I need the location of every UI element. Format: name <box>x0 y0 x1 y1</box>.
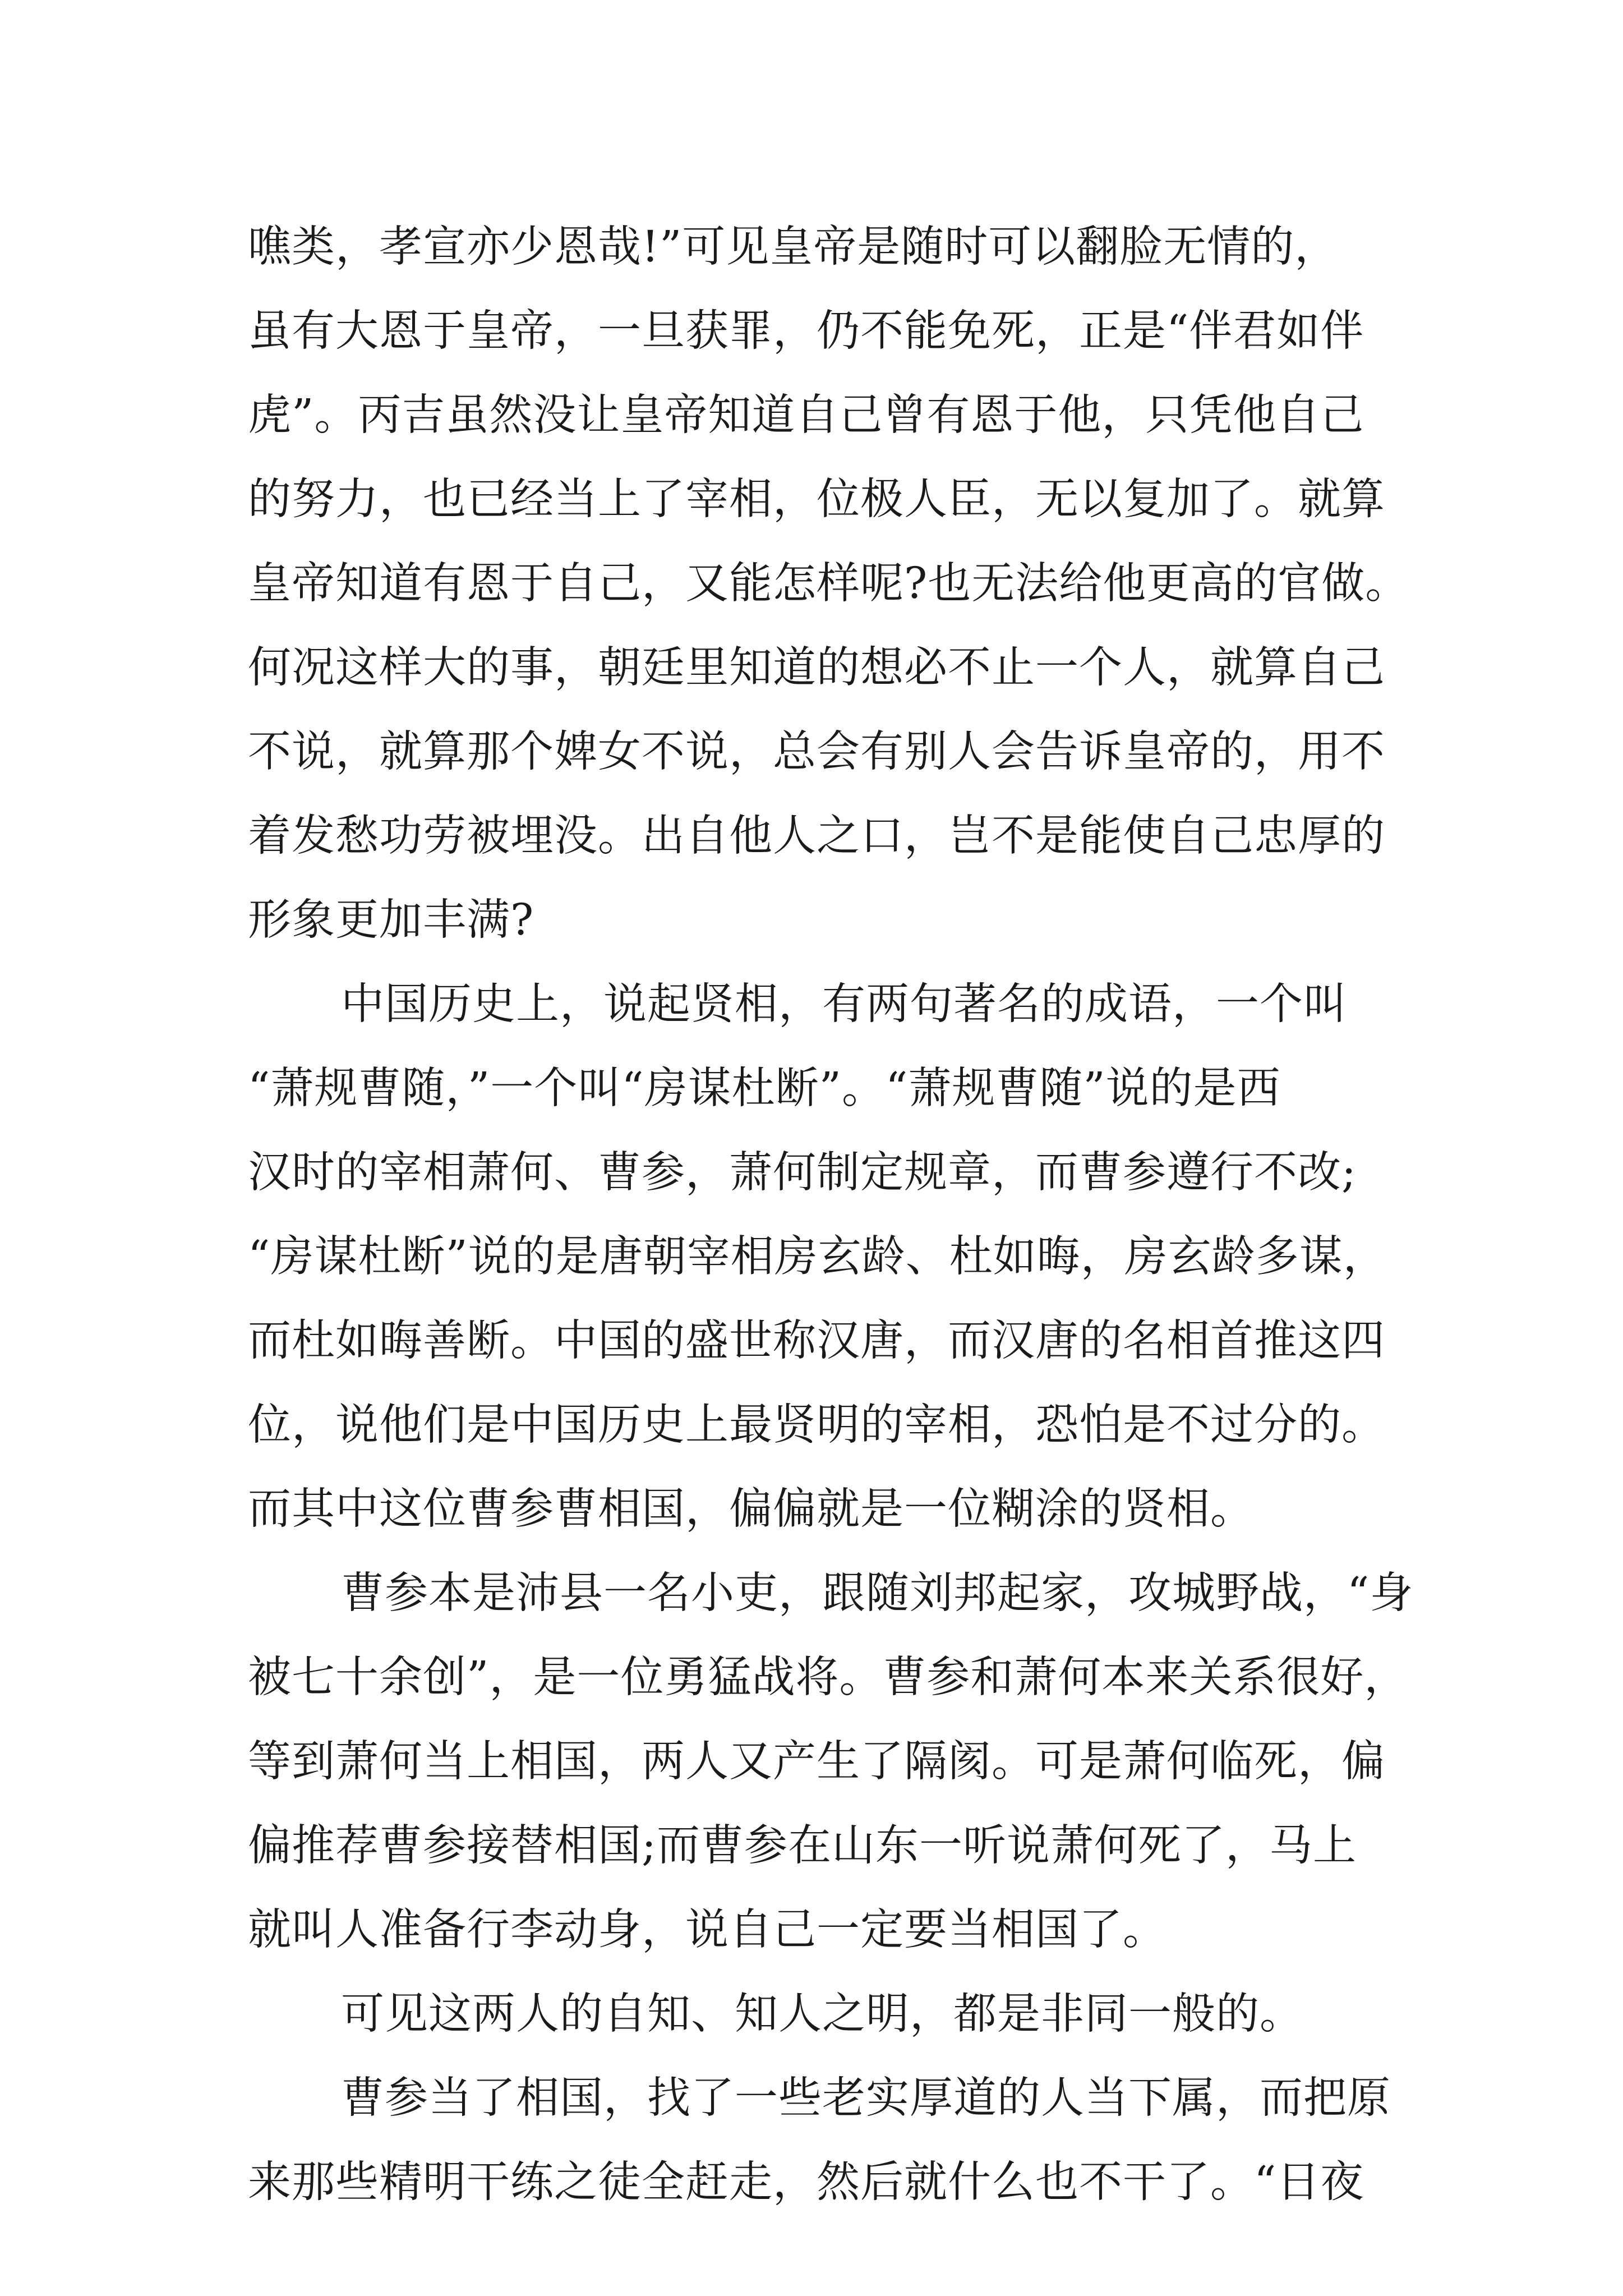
text-line: 汉时的宰相萧何、曹参，萧何制定规章，而曹参遵行不改; <box>248 1148 1357 1198</box>
text-line: “萧规曹随，”一个叫“房谋杜断”。“萧规曹随”说的是西 <box>248 1064 1281 1114</box>
text-line: 就叫人准备行李动身，说自己一定要当相国了。 <box>248 1905 1166 1955</box>
text-line: 不说，就算那个婢女不说，总会有别人会告诉皇帝的，用不 <box>248 727 1385 777</box>
text-line: 偏推荐曹参接替相国;而曹参在山东一听说萧何死了，马上 <box>248 1821 1357 1871</box>
paragraph-start-line: 曹参本是沛县一名小吏，跟随刘邦起家，攻城野战，“身 <box>341 1568 1414 1618</box>
text-line: 而其中这位曹参曹相国，偏偏就是一位糊涂的贤相。 <box>248 1484 1254 1534</box>
paragraph-start-line: 可见这两人的自知、知人之明，都是非同一般的。 <box>341 1989 1303 2039</box>
text-line: 而杜如晦善断。中国的盛世称汉唐，而汉唐的名相首推这四 <box>248 1316 1385 1366</box>
text-line: “房谋杜断”说的是唐朝宰相房玄龄、杜如晦，房玄龄多谋， <box>248 1232 1387 1282</box>
text-line: 形象更加丰满? <box>248 895 534 945</box>
text-line: 被七十余创”，是一位勇猛战将。曹参和萧何本来关系很好， <box>248 1653 1408 1703</box>
paragraph-start-line: 曹参当了相国，找了一些老实厚道的人当下属，而把原 <box>341 2073 1391 2123</box>
text-line: 等到萧何当上相国，两人又产生了隔阂。可是萧何临死，偏 <box>248 1737 1385 1787</box>
text-line: 虎”。丙吉虽然没让皇帝知道自己曾有恩于他，只凭他自己 <box>248 390 1364 440</box>
body-text <box>248 205 1414 2225</box>
text-line: 皇帝知道有恩于自己，又能怎样呢?也无法给他更高的官做。 <box>248 559 1409 609</box>
text-line: 虽有大恩于皇帝，一旦获罪，仍不能免死，正是“伴君如伴 <box>248 306 1364 356</box>
text-line: 来那些精明干练之徒全赶走，然后就什么也不干了。“日夜 <box>248 2157 1364 2207</box>
text-line: 噍类，孝宣亦少恩哉!”可见皇帝是随时可以翻脸无情的， <box>248 222 1339 272</box>
text-line: 的努力，也已经当上了宰相，位极人臣，无以复加了。就算 <box>248 475 1385 524</box>
text-line: 位，说他们是中国历史上最贤明的宰相，恐怕是不过分的。 <box>248 1400 1385 1450</box>
text-line: 着发愁功劳被埋没。出自他人之口，岂不是能使自己忠厚的 <box>248 811 1385 861</box>
text-line: 何况这样大的事，朝廷里知道的想必不止一个人，就算自己 <box>248 643 1385 693</box>
paragraph-start-line: 中国历史上，说起贤相，有两句著名的成语，一个叫 <box>341 979 1347 1029</box>
